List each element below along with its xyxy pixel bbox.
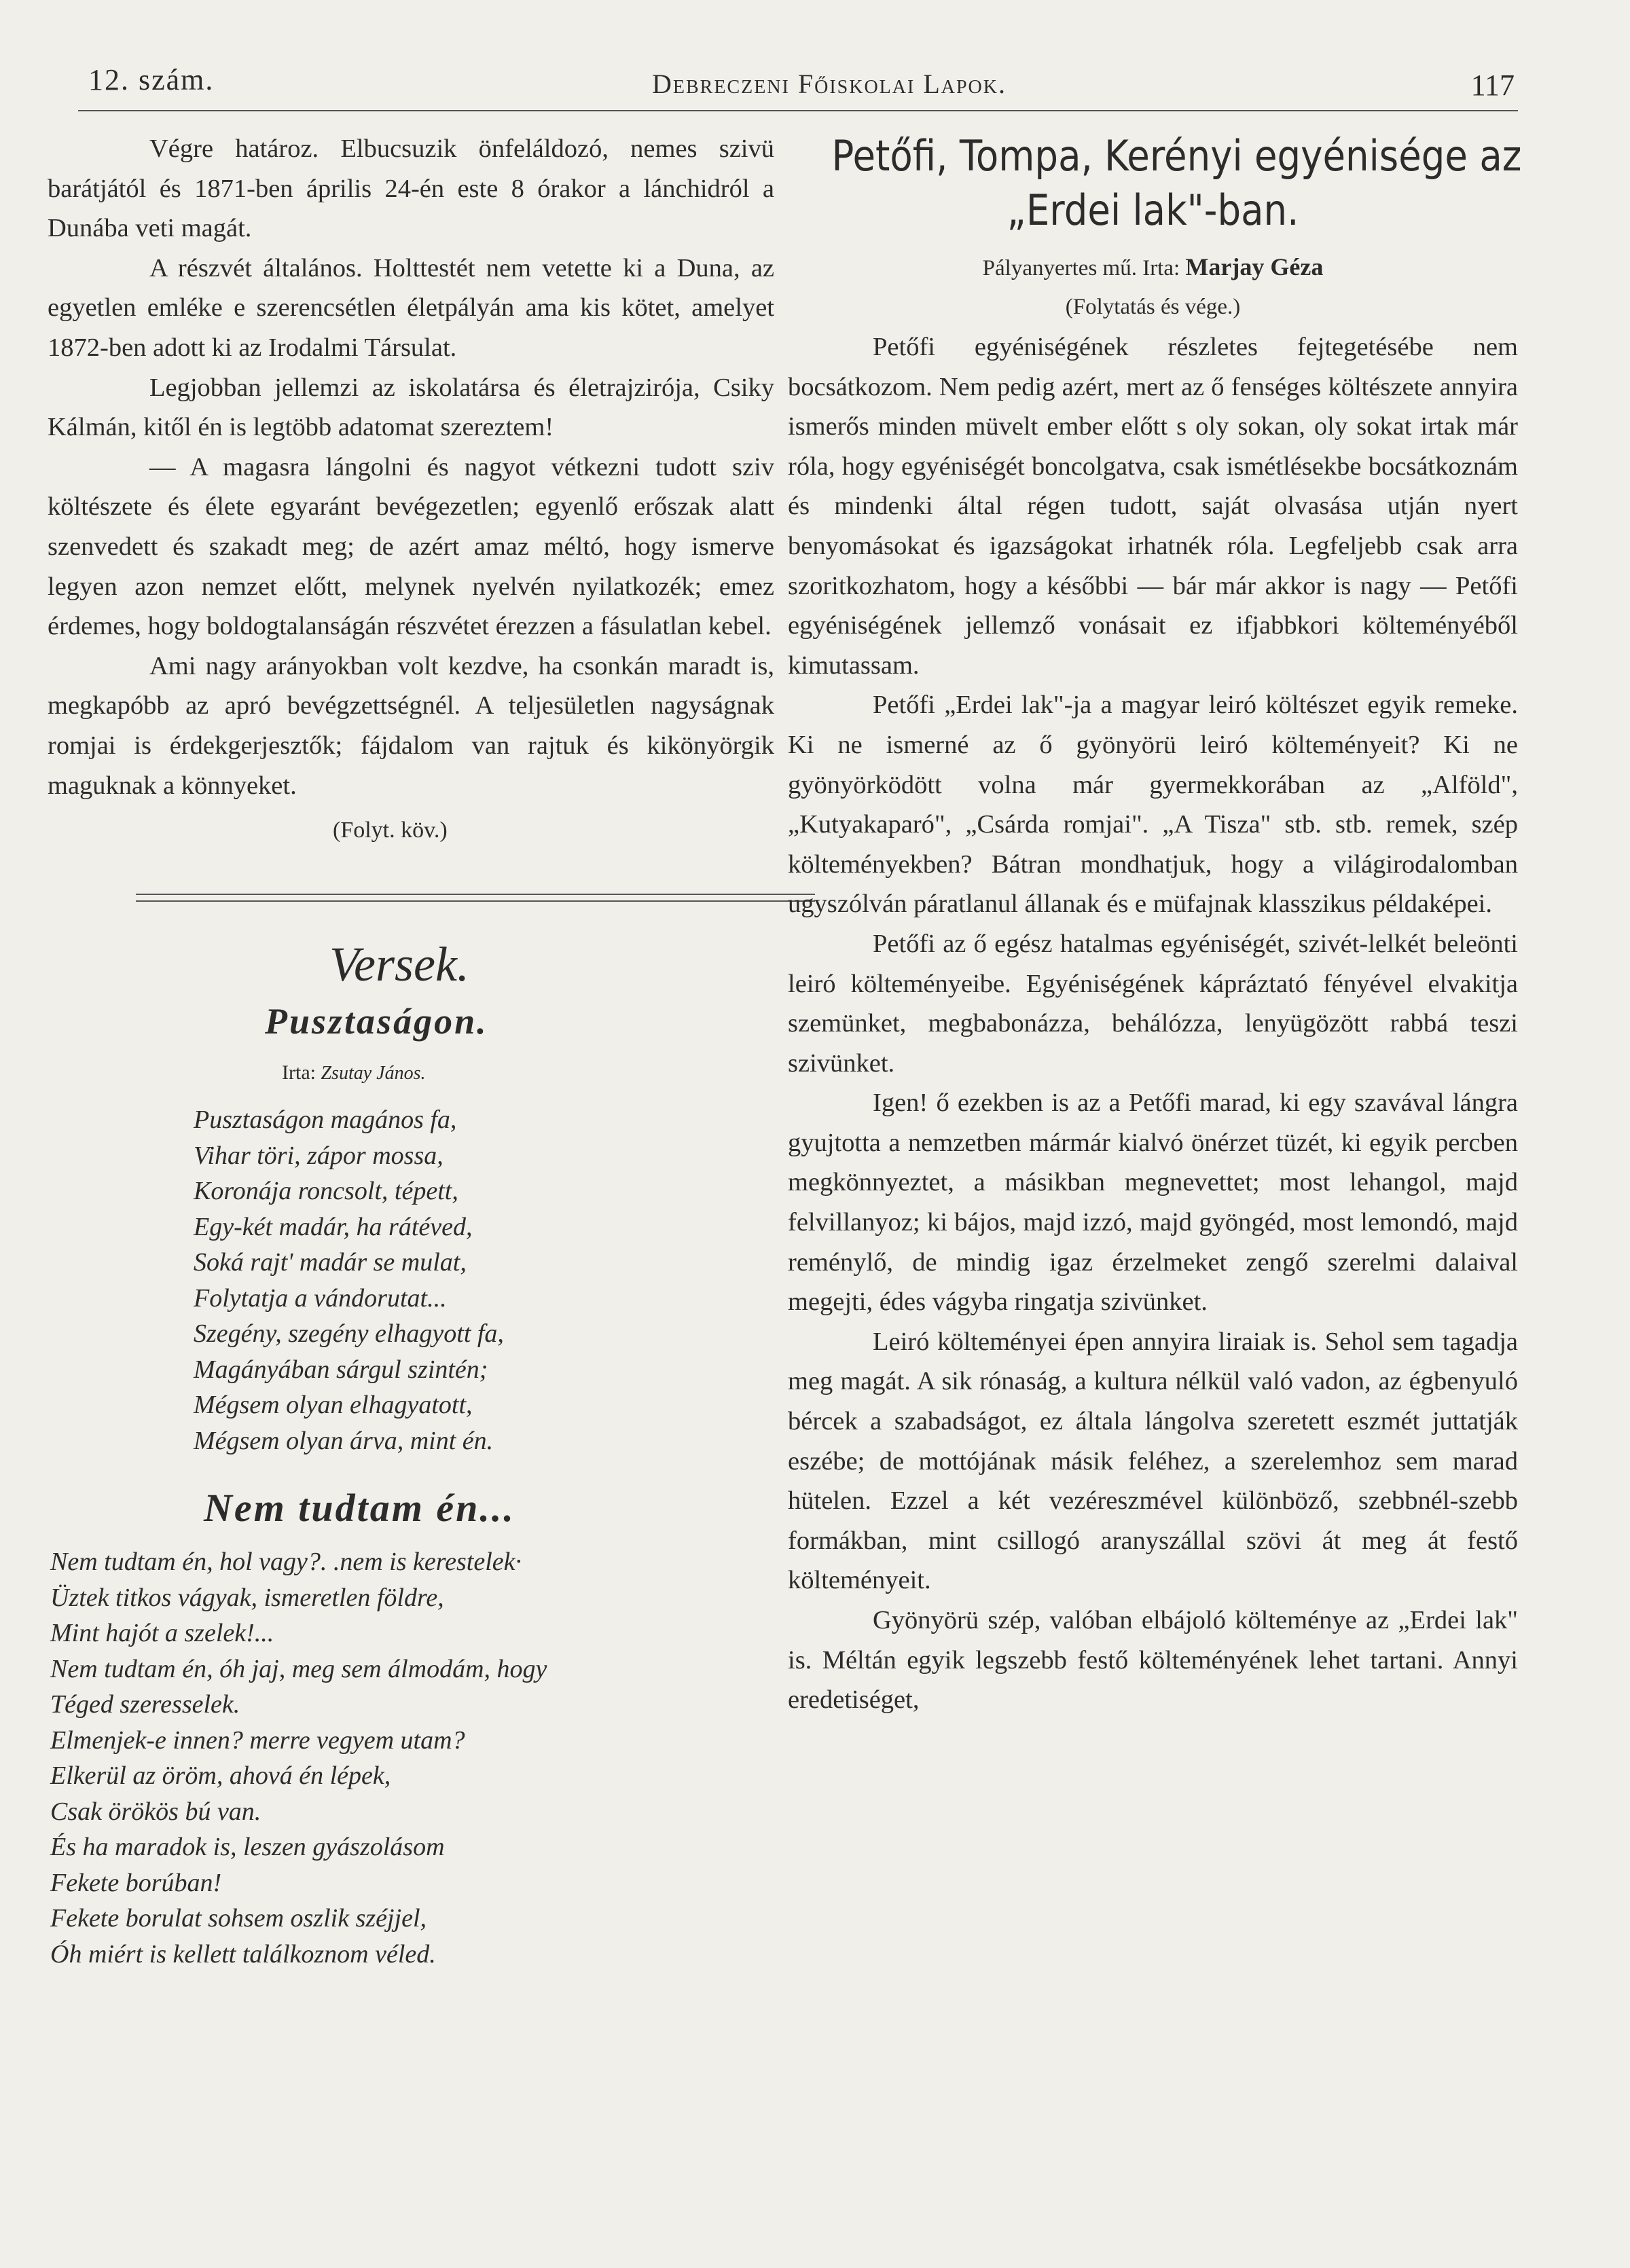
verse-line: Elkerül az öröm, ahová én lépek, bbox=[50, 1761, 391, 1791]
byline-author: Marjay Géza bbox=[1185, 253, 1324, 280]
section-title: Versek. bbox=[329, 937, 469, 992]
poem-byline bbox=[282, 1055, 774, 1091]
verse-line: Magányában sárgul szintén; bbox=[194, 1355, 488, 1384]
poem-title: Nem tudtam én... bbox=[204, 1486, 515, 1531]
running-header bbox=[82, 62, 1515, 110]
verse-line: Mégsem olyan árva, mint én. bbox=[194, 1426, 494, 1455]
verse-line: Vihar töri, zápor mossa, bbox=[194, 1141, 443, 1170]
verse-line: Üztek titkos vágyak, ismeretlen földre, bbox=[50, 1583, 444, 1612]
poem-verse bbox=[50, 1544, 774, 1972]
page-number: 117 bbox=[1470, 69, 1515, 102]
byline-author: Zsutay János. bbox=[321, 1063, 426, 1084]
left-column bbox=[48, 129, 774, 1972]
paragraph: Leiró költeményei épen annyira liraiak is. Sehol sem tagadja meg magát. A sik rónaság, a kultura nélkül való vadon, az égbenyuló bércek a szabadságot, ez általa lángolva szeretett eszmét juttatják eszébe; de mottójának másik feléhez, a szerelemhoz sem marad hütelen. Ezzel a két vezéreszmével különböző, szebbnél-szebb formákban, mint csillogó aranyszállal szövi át meg át festő költeményeit. bbox=[788, 1327, 1518, 1595]
header-rule bbox=[78, 110, 1518, 111]
verse-line: Fekete borulat sohsem oszlik széjjel, bbox=[50, 1904, 427, 1933]
section-divider bbox=[136, 894, 815, 902]
paragraph: Ami nagy arányokban volt kezdve, ha csonkán maradt is, megkapóbb az apró bevégzettségnél. A teljesületlen nagyságnak romjai is érdekgerjesztők; fájdalom van rajtuk és kikönyörgik maguknak a könnyeket. bbox=[48, 651, 774, 800]
verse-line: Koronája roncsolt, tépett, bbox=[194, 1177, 458, 1206]
verse-line: Soká rajt' madár se mulat, bbox=[194, 1248, 467, 1277]
article-title-line: Petőfi, Tompa, Kerényi egyénisége az bbox=[831, 131, 1522, 181]
verse-line: Elmenjek-e innen? merre vegyem utam? bbox=[50, 1725, 465, 1755]
paragraph: A részvét általános. Holttestét nem vetette ki a Duna, az egyetlen emléke e szerencsétlen életpályán ama kis kötet, amelyet 1872-ben adott ki az Irodalmi Társulat. bbox=[48, 253, 774, 362]
verse-line: Mint hajót a szelek!... bbox=[50, 1619, 274, 1648]
paragraph: Végre határoz. Elbucsuzik önfeláldozó, nemes szivü barátjától és 1871-ben április 24-én este 8 órakor a lánchidról a Dunába veti magát. bbox=[48, 134, 774, 243]
verse-line: Csak örökös bú van. bbox=[50, 1797, 261, 1826]
paragraph: Petőfi az ő egész hatalmas egyéniségét, szivét-lelkét beleönti leiró költeményeibe. Egyéniségének kápráztató fényével elvakitja szemünket, megbabonázza, behálózza, lenyügözött rabbá teszi szivünket. bbox=[788, 929, 1518, 1078]
verse-line: Óh miért is kellett találkoznom véled. bbox=[50, 1939, 436, 1969]
byline-label: Pályanyertes mű. Irta: bbox=[982, 256, 1180, 280]
verse-line: Nem tudtam én, óh jaj, meg sem álmodám, hogy bbox=[50, 1654, 547, 1683]
verse-line: Pusztaságon magános fa, bbox=[194, 1105, 457, 1135]
continued-note: (Folyt. köv.) bbox=[333, 818, 448, 843]
paragraph: Gyönyörü szép, valóban elbájoló költeménye az „Erdei lak" is. Méltán egyik legszebb festő költeményének lehet tartani. Annyi eredetiséget, bbox=[788, 1606, 1518, 1715]
journal-title: Debreczeni Főiskolai Lapok. bbox=[652, 69, 1007, 99]
issue-number: 12. szám. bbox=[88, 63, 215, 96]
poem-title: Pusztaságon. bbox=[265, 1001, 488, 1042]
verse-line: Szegény, szegény elhagyott fa, bbox=[194, 1319, 504, 1349]
verse-line: Fekete borúban! bbox=[50, 1868, 222, 1897]
paragraph: Igen! ő ezekben is az a Petőfi marad, ki egy szavával lángra gyujtotta a nemzetben mármár kialvó önérzet tüzét, ki egyik percben megkönnyeztet, a másikban megnevettet; most lehangol, majd felvillanyoz; ki bájos, majd izzó, majd gyöngéd, most lemondó, majd reménylő, de mindig igaz érzelmeket zengő szerelmi dalaival megejti, édes vágyba ringatja szivünket. bbox=[788, 1089, 1518, 1317]
verse-line: Nem tudtam én, hol vagy?. .nem is kerestelek· bbox=[50, 1548, 522, 1577]
verse-line: Folytatja a vándorutat... bbox=[194, 1283, 447, 1313]
verse-line: Mégsem olyan elhagyatott, bbox=[194, 1391, 473, 1420]
paragraph: Petőfi egyéniségének részletes fejtegetésébe nem bocsátkozom. Nem pedig azért, mert az ő fenséges költészete annyira ismerős minden müvelt ember előtt s oly sokan, oly sokat irtak már róla, hogy egyéniségét boncolgatva, csak ismétlésekbe bocsátkoznám és mindenki által régen tudott, saját olvasása utján nyert benyomásokat és igazságokat irhatnék róla. Legfeljebb csak arra szoritkozhatom, hogy a későbbi — bár már akkor is nagy — Petőfi egyéniségének jellemző vonásait ez ifjabbkori költeményéből kimutassam. bbox=[788, 333, 1518, 680]
paragraph: Petőfi „Erdei lak"-ja a magyar leiró költészet egyik remeke. Ki ne ismerné az ő gyönyörü leiró költeményeit? Ki ne gyönyörködött volna már gyermekkorában az „Alföld", „Kutyakaparó", „Csárda romjai". „A Tisza" stb. stb. remek, szép költeményekben? Bátran mondhatjuk, hogy a világirodalomban ugyszólván páratlanul állanak és e müfajnak klasszikus példaképei. bbox=[788, 691, 1518, 919]
paragraph: — A magasra lángolni és nagyot vétkezni tudott sziv költészete és élete egyaránt bevégezetlen; egyenlő erőszak alatt szenvedett és szakadt meg; de azért amaz méltó, hogy ismerve legyen azon nemzet előtt, melynek nyelvén nyilatkozék; emez érdemes, hogy boldogtalanságán részvétet érezzen a fásulatlan kebel. bbox=[48, 452, 774, 641]
article-byline bbox=[788, 249, 1518, 287]
byline-label: Irta: bbox=[282, 1061, 316, 1084]
continuation-note: (Folytatás és vége.) bbox=[1065, 295, 1241, 319]
article-title-line: „Erdei lak"-ban. bbox=[1007, 185, 1299, 235]
verse-line: Téged szeresselek. bbox=[50, 1690, 240, 1719]
verse-line: És ha maradok is, leszen gyászolásom bbox=[50, 1833, 445, 1862]
poem-verse bbox=[194, 1102, 774, 1459]
right-column bbox=[788, 129, 1522, 1720]
paragraph: Legjobban jellemzi az iskolatársa és életrajzirója, Csiky Kálmán, kitől én is legtöbb adatomat szereztem! bbox=[48, 373, 774, 442]
verse-line: Egy-két madár, ha rátéved, bbox=[194, 1212, 473, 1241]
